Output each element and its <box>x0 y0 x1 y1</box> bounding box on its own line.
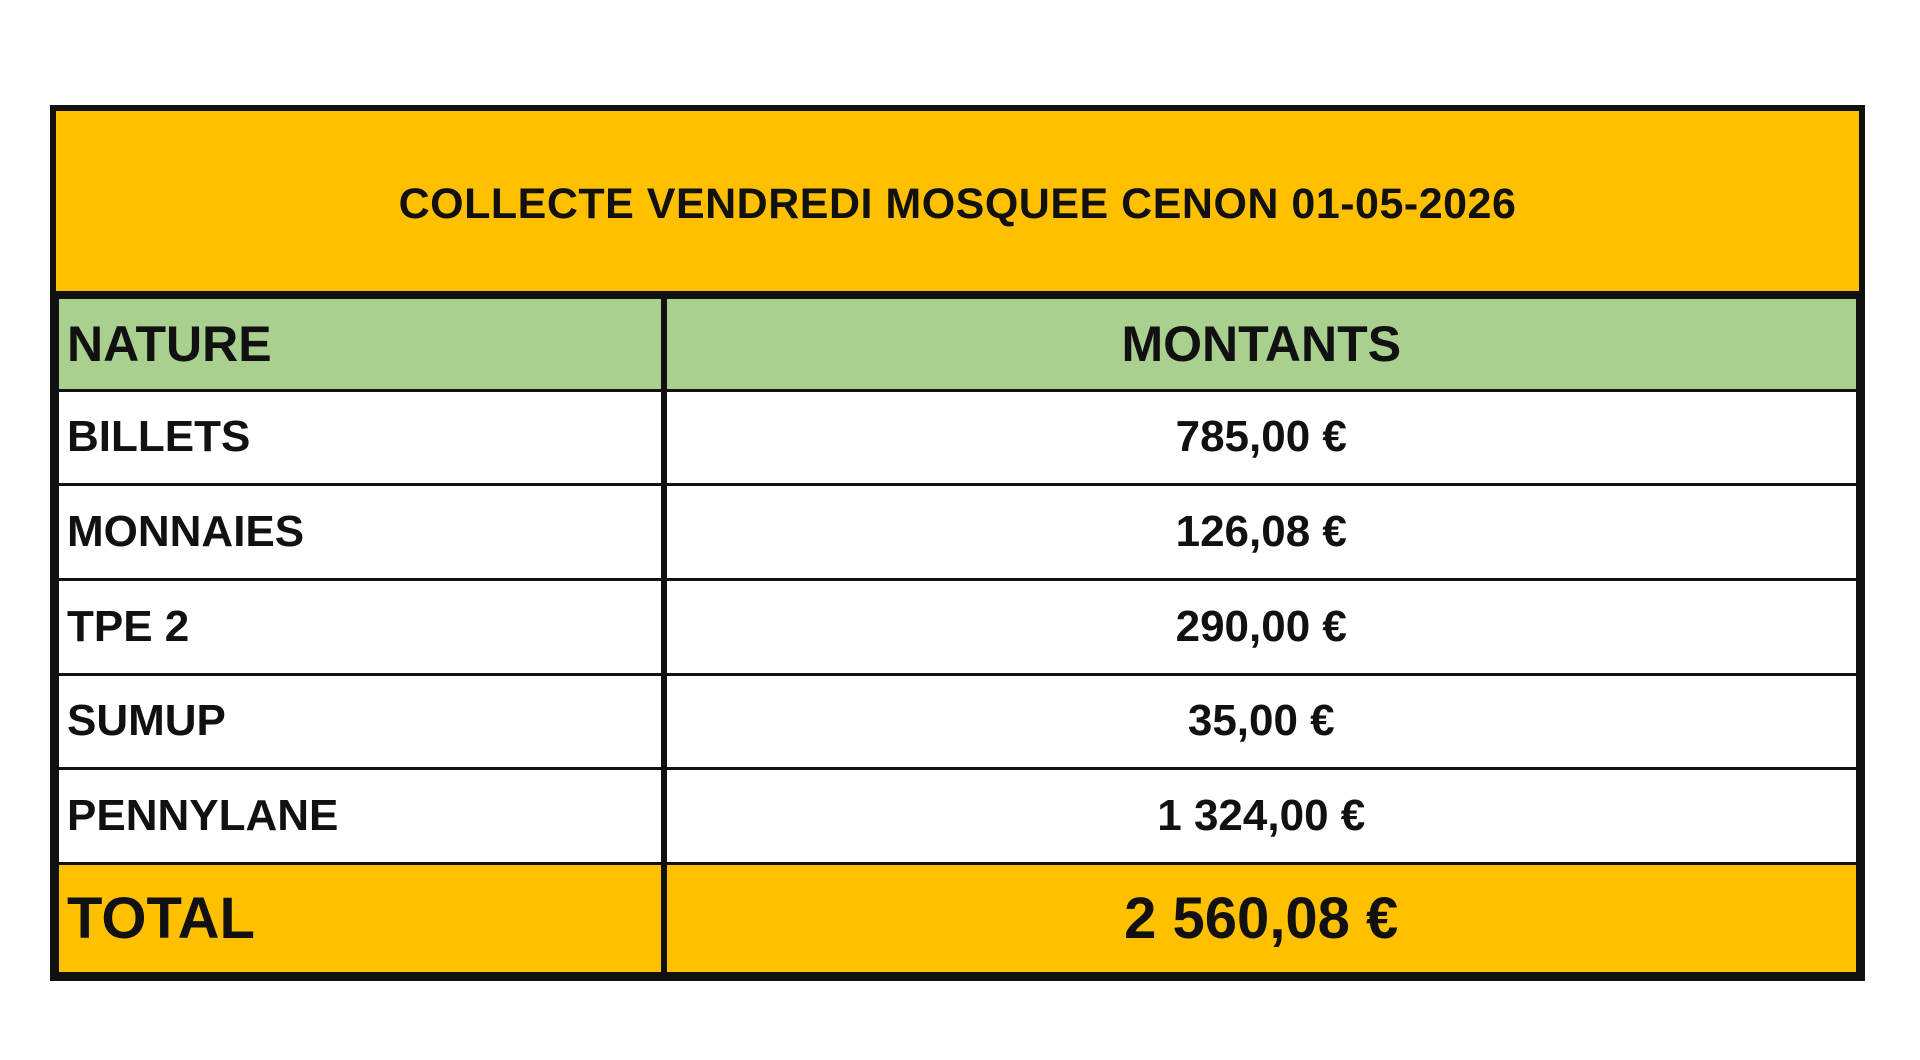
sheet-title: COLLECTE VENDREDI MOSQUEE CENON 01-05-2026 <box>56 111 1859 296</box>
collection-table <box>56 296 1859 975</box>
row-label-billets: BILLETS <box>58 390 664 485</box>
row-label-pennylane: PENNYLANE <box>58 769 664 864</box>
column-header-montants: MONTANTS <box>664 298 1858 391</box>
table-header-row <box>58 298 1858 391</box>
table-row <box>58 485 1858 580</box>
total-label: TOTAL <box>58 864 664 974</box>
row-label-monnaies: MONNAIES <box>58 485 664 580</box>
column-header-nature: NATURE <box>58 298 664 391</box>
total-row <box>58 864 1858 974</box>
row-amount-sumup: 35,00 € <box>664 674 1858 769</box>
table-row <box>58 769 1858 864</box>
row-label-sumup: SUMUP <box>58 674 664 769</box>
total-amount: 2 560,08 € <box>664 864 1858 974</box>
row-amount-tpe2: 290,00 € <box>664 579 1858 674</box>
row-label-tpe2: TPE 2 <box>58 579 664 674</box>
table-row <box>58 674 1858 769</box>
row-amount-billets: 785,00 € <box>664 390 1858 485</box>
table-row <box>58 579 1858 674</box>
table-row <box>58 390 1858 485</box>
row-amount-pennylane: 1 324,00 € <box>664 769 1858 864</box>
row-amount-monnaies: 126,08 € <box>664 485 1858 580</box>
collection-sheet <box>50 105 1865 981</box>
